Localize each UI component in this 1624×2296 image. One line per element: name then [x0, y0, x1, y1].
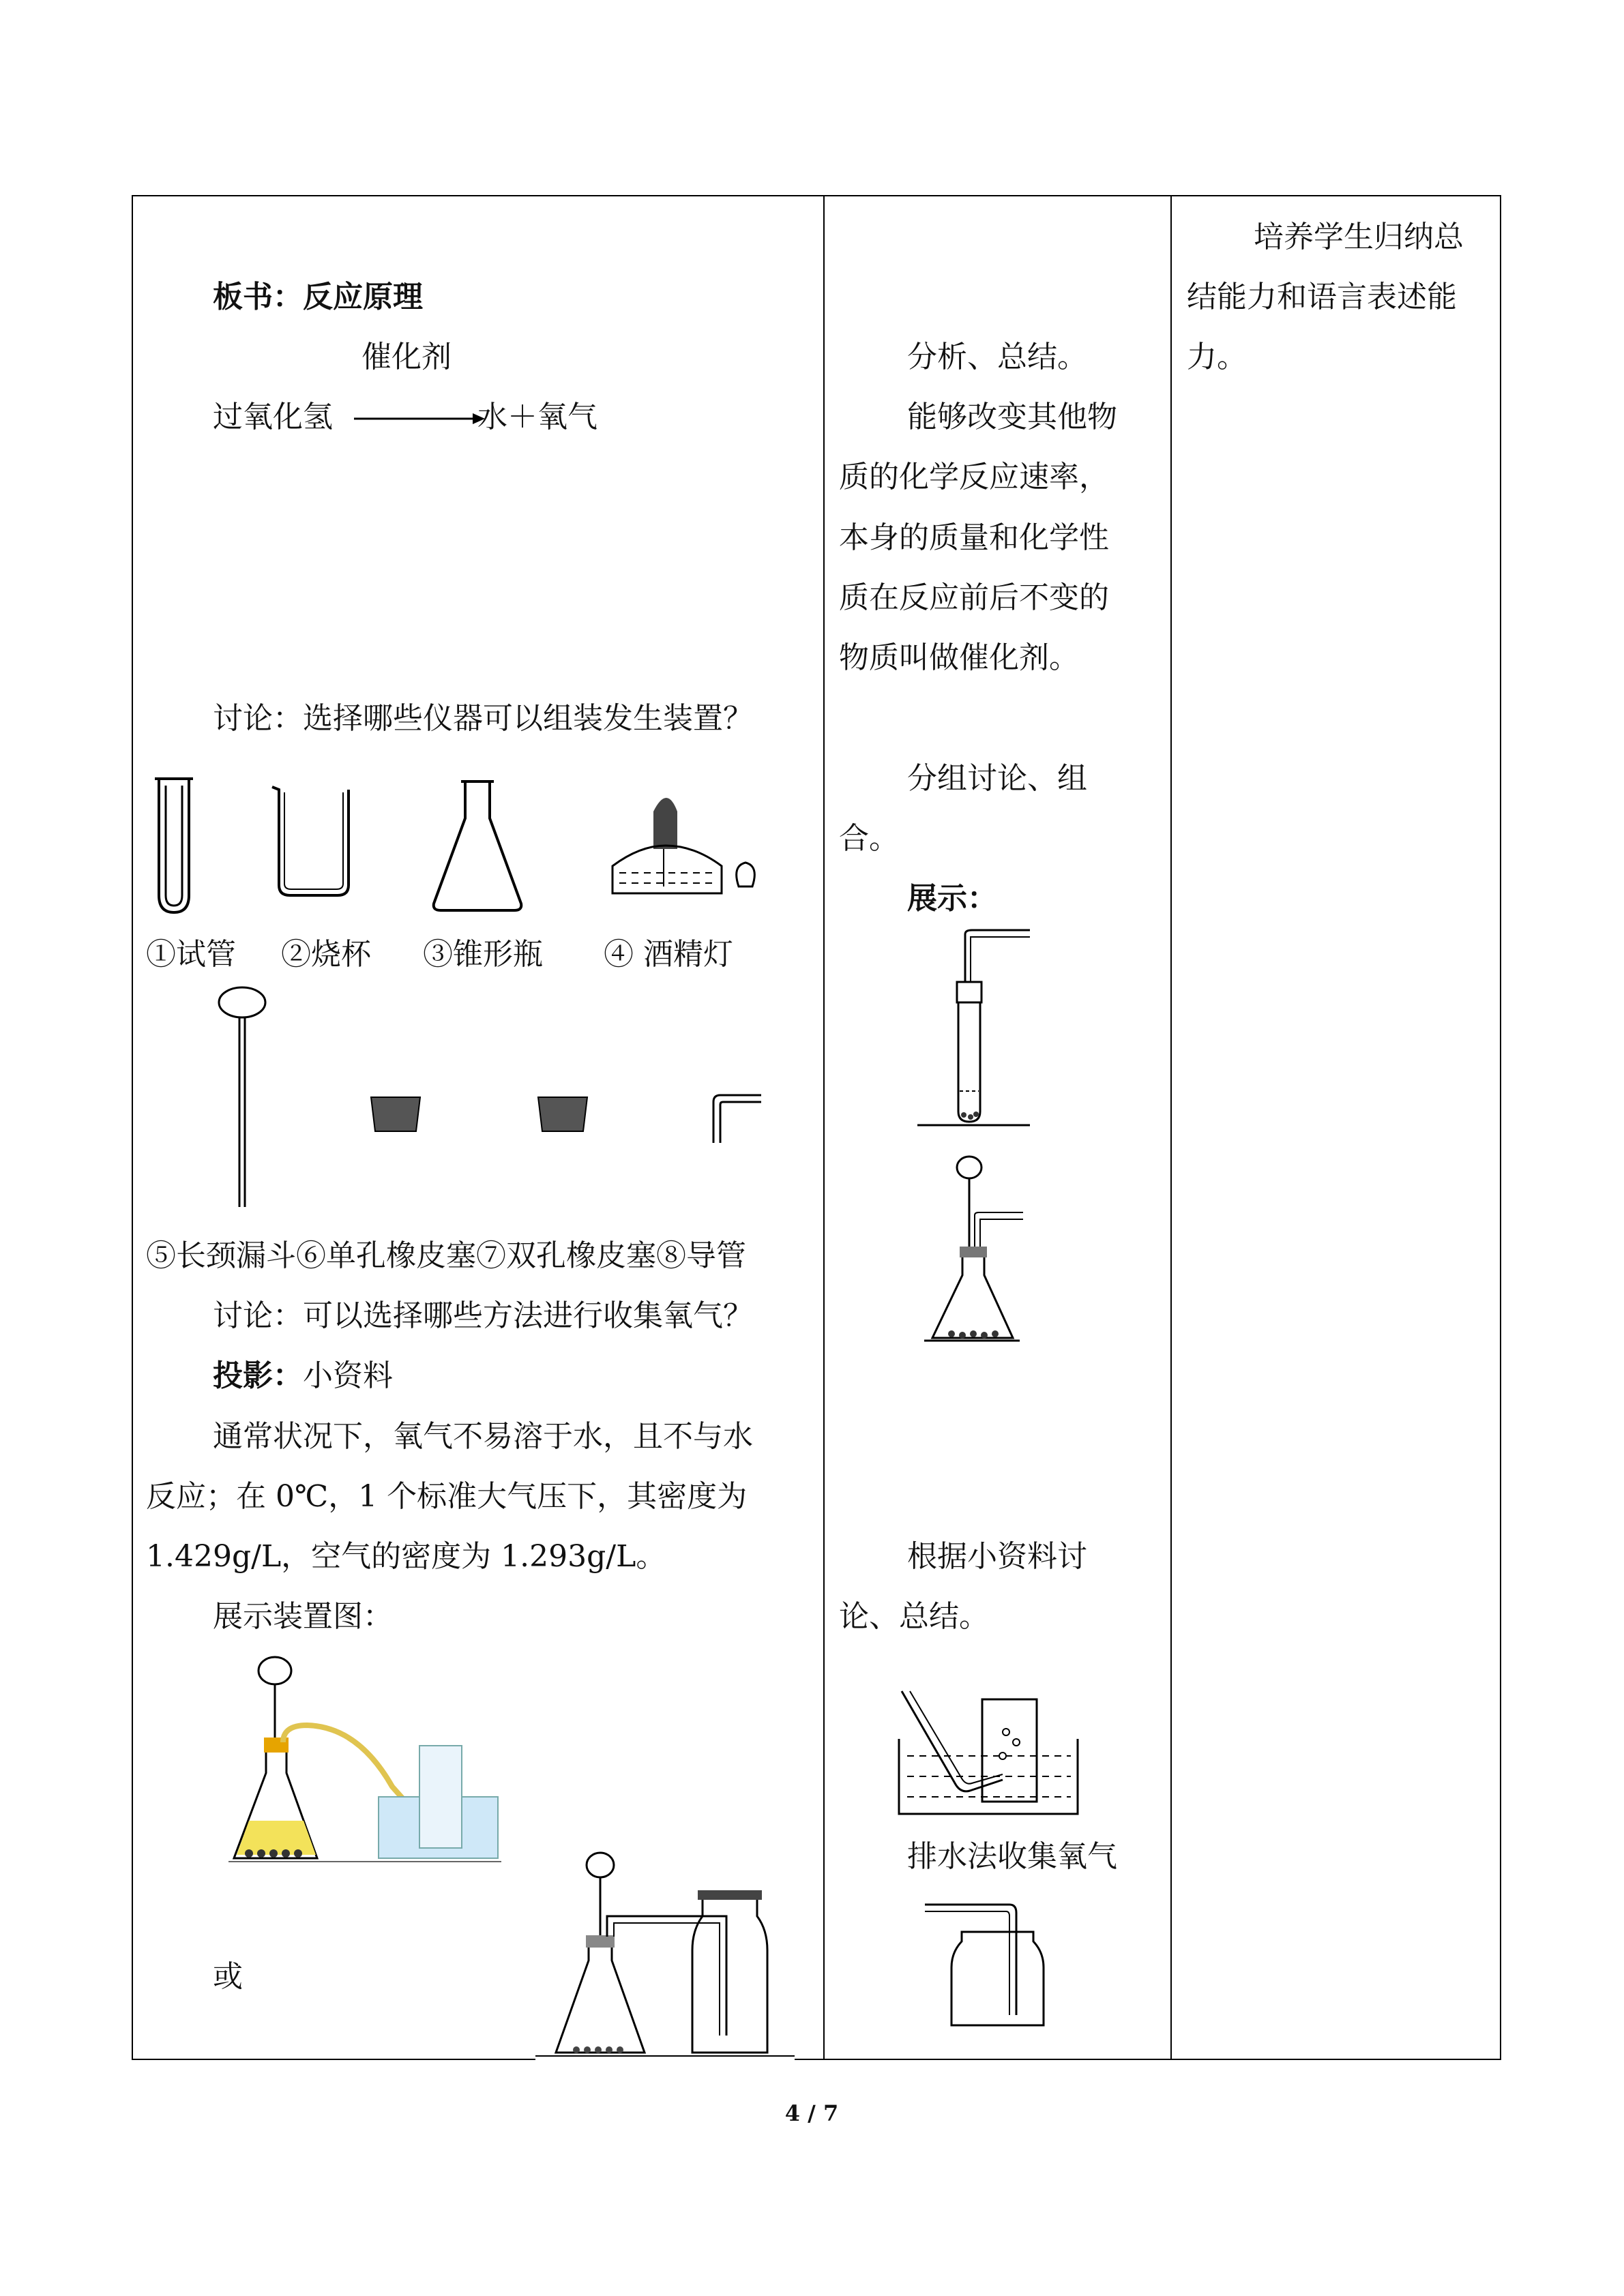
products-text: 水＋氧气: [477, 400, 597, 434]
catalyst-label: 催化剂: [361, 340, 452, 374]
column-divider-1: [823, 195, 825, 2060]
show-diagram-label: 展示装置图：: [213, 1599, 393, 1634]
show-label: 展示：: [907, 881, 997, 916]
page-number: 4 / 7: [784, 2100, 839, 2126]
long-neck-funnel-icon: [215, 982, 269, 1214]
gas-jar-diagram: [921, 1899, 1057, 2036]
single-hole-stopper-icon: [368, 1094, 423, 1135]
definition-line-4: 质在反应前后不变的: [839, 580, 1109, 615]
instrument-label-1: ①试管: [146, 937, 236, 972]
projection-heading: 投影：小资料: [213, 1358, 393, 1393]
water-trough-diagram: [894, 1691, 1084, 1828]
group-discussion-line-2: 合。: [839, 821, 899, 856]
test-tube-icon: [153, 776, 194, 919]
flask-funnel-apparatus: [917, 1152, 1033, 1343]
instrument-label-2: ②烧杯: [281, 937, 371, 972]
double-hole-stopper-icon: [535, 1094, 590, 1135]
board-heading: 板书：反应原理: [213, 280, 423, 314]
discussion-apparatus: 讨论：选择哪些仪器可以组装发生装置？: [213, 701, 753, 736]
reactant-text: 过氧化氢: [213, 400, 333, 434]
instrument-label-row2: ⑤长颈漏斗⑥单孔橡皮塞⑦双孔橡皮塞⑧导管: [146, 1238, 746, 1273]
column-divider-2: [1170, 195, 1172, 2060]
info-line-3: 1.429g/L，空气的密度为 1.293g/L。: [146, 1539, 666, 1574]
discussion-collection: 讨论：可以选择哪些方法进行收集氧气？: [213, 1298, 753, 1333]
water-collection-caption: 排水法收集氧气: [907, 1839, 1117, 1874]
analyze-text: 分析、总结。: [907, 340, 1087, 374]
goal-line-1: 培养学生归纳总: [1254, 220, 1464, 254]
color-apparatus-diagram: [228, 1650, 508, 1875]
reaction-arrow: [351, 405, 488, 432]
definition-line-3: 本身的质量和化学性: [839, 520, 1109, 555]
instrument-label-4: ④ 酒精灯: [604, 937, 733, 972]
definition-line-1: 能够改变其他物: [907, 400, 1117, 434]
group-discussion-line-1: 分组讨论、组: [907, 761, 1087, 796]
beaker-icon: [269, 783, 358, 899]
info-line-1: 通常状况下，氧气不易溶于水，且不与水: [213, 1419, 753, 1454]
or-text: 或: [213, 1959, 243, 1994]
info-discussion-line-2: 论、总结。: [839, 1599, 989, 1634]
glass-tube-icon: [709, 1091, 764, 1146]
info-discussion-line-1: 根据小资料讨: [907, 1539, 1087, 1574]
conical-flask-icon: [430, 777, 525, 914]
test-tube-apparatus: [917, 927, 1033, 1132]
goal-line-3: 力。: [1187, 340, 1247, 374]
air-collection-apparatus: [535, 1848, 795, 2080]
definition-line-2: 质的化学反应速率，: [839, 460, 1109, 494]
info-line-2: 反应；在 0℃，1 个标准大气压下，其密度为: [146, 1479, 748, 1514]
goal-line-2: 结能力和语言表述能: [1187, 280, 1457, 314]
definition-line-5: 物质叫做催化剂。: [839, 640, 1079, 675]
instrument-label-3: ③锥形瓶: [423, 937, 543, 972]
alcohol-lamp-icon: [599, 784, 769, 907]
